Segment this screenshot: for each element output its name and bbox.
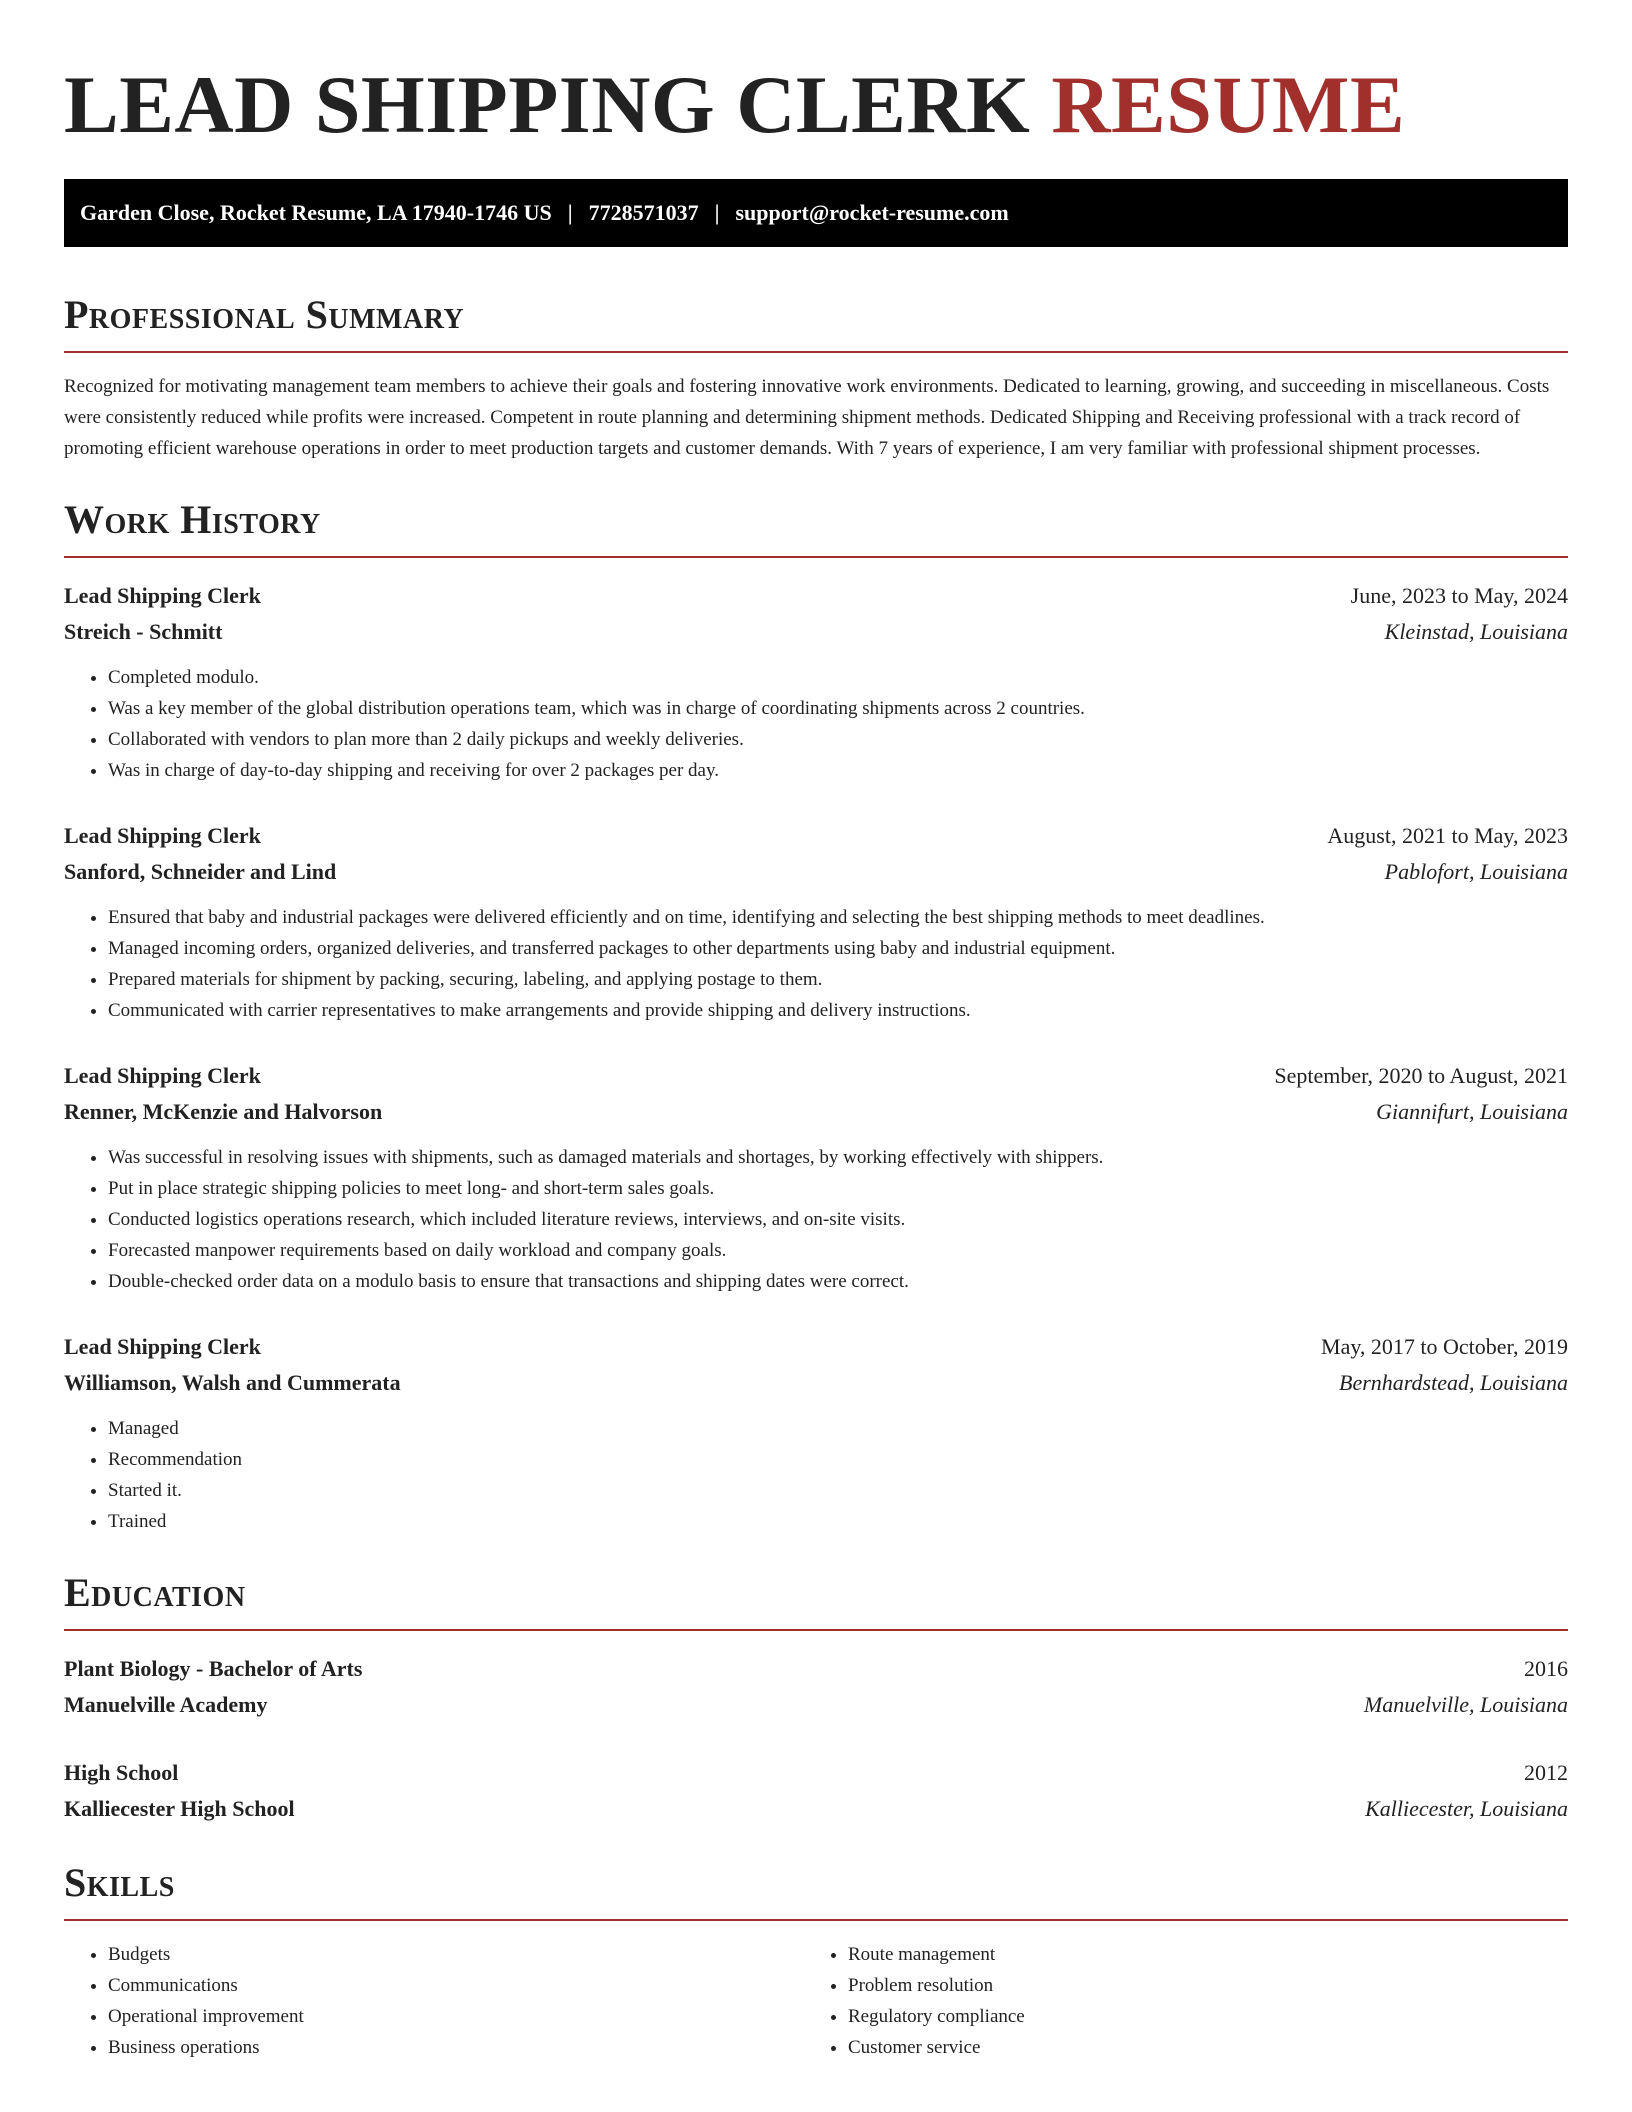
job-entry <box>64 818 1568 1026</box>
education-location: Kalliecester, Louisiana <box>1365 1796 1568 1821</box>
job-dates: June, 2023 to May, 2024 <box>1350 583 1568 608</box>
job-title: Lead Shipping Clerk <box>64 1334 261 1359</box>
skill-item: • Problem resolution <box>848 1970 1544 2001</box>
job-bullet: • Managed <box>108 1413 1568 1444</box>
job-bullet: • Started it. <box>108 1475 1568 1506</box>
skills-list <box>64 1939 1568 2063</box>
resume-title-accent: RESUME <box>1051 59 1406 150</box>
job-entry <box>64 578 1568 786</box>
job-bullet: • Prepared materials for shipment by packing, securing, labeling, and applying postage to them. <box>108 964 1568 995</box>
education-school: Kalliecester High School <box>64 1796 295 1821</box>
resume-title <box>64 59 1568 150</box>
job-bullet: • Was successful in resolving issues with shipments, such as damaged materials and shortages, by working effectively with shippers. <box>108 1142 1568 1173</box>
job-bullet: • Recommendation <box>108 1444 1568 1475</box>
job-location: Bernhardstead, Louisiana <box>1339 1370 1568 1395</box>
job-bullet: • Collaborated with vendors to plan more than 2 daily pickups and weekly deliveries. <box>108 724 1568 755</box>
education-entry <box>64 1755 1568 1827</box>
job-bullet: • Completed modulo. <box>108 662 1568 693</box>
contact-address: Garden Close, Rocket Resume, LA 17940-1746 US <box>80 200 552 225</box>
job-dates: August, 2021 to May, 2023 <box>1327 823 1568 848</box>
job-bullets <box>64 1413 1568 1537</box>
skill-item: • Budgets <box>108 1939 804 1970</box>
job-company: Williamson, Walsh and Cummerata <box>64 1370 401 1395</box>
job-company: Renner, McKenzie and Halvorson <box>64 1099 383 1124</box>
job-bullet: • Forecasted manpower requirements based on daily workload and company goals. <box>108 1235 1568 1266</box>
skill-item: • Communications <box>108 1970 804 2001</box>
section-heading-education: Education <box>64 1573 1568 1631</box>
education-degree: High School <box>64 1760 179 1785</box>
job-entry <box>64 1058 1568 1297</box>
job-bullet: • Conducted logistics operations research, which included literature reviews, interviews, and on-site visits. <box>108 1204 1568 1235</box>
education-school: Manuelville Academy <box>64 1692 268 1717</box>
contact-separator: | <box>714 200 720 225</box>
job-entry <box>64 1329 1568 1537</box>
job-bullet: • Ensured that baby and industrial packages were delivered efficiently and on time, identifying and selecting the best shipping methods to meet deadlines. <box>108 902 1568 933</box>
job-bullets <box>64 1142 1568 1297</box>
job-title: Lead Shipping Clerk <box>64 583 261 608</box>
job-title: Lead Shipping Clerk <box>64 1063 261 1088</box>
education-entry <box>64 1651 1568 1723</box>
job-bullet: • Was a key member of the global distribution operations team, which was in charge of coordinating shipments across 2 countries. <box>108 693 1568 724</box>
education-location: Manuelville, Louisiana <box>1363 1692 1568 1717</box>
job-bullet: • Put in place strategic shipping policies to meet long- and short-term sales goals. <box>108 1173 1568 1204</box>
skill-item: • Regulatory compliance <box>848 2001 1544 2032</box>
job-dates: May, 2017 to October, 2019 <box>1321 1334 1568 1359</box>
job-bullets <box>64 902 1568 1026</box>
contact-separator: | <box>567 200 573 225</box>
resume-title-main: LEAD SHIPPING CLERK <box>64 59 1031 150</box>
skill-item: • Route management <box>848 1939 1544 1970</box>
job-bullet: • Managed incoming orders, organized deliveries, and transferred packages to other departments using baby and industrial equipment. <box>108 933 1568 964</box>
skills-column-left <box>64 1939 804 2063</box>
contact-email: support@rocket-resume.com <box>735 200 1009 225</box>
job-location: Kleinstad, Louisiana <box>1384 619 1568 644</box>
education-year: 2012 <box>1524 1760 1568 1785</box>
skill-item: • Business operations <box>108 2032 804 2063</box>
job-bullets <box>64 662 1568 786</box>
contact-bar <box>64 179 1568 247</box>
skill-item: • Customer service <box>848 2032 1544 2063</box>
section-heading-summary: Professional Summary <box>64 295 1568 353</box>
job-bullet: • Trained <box>108 1506 1568 1537</box>
job-bullet: • Double-checked order data on a modulo basis to ensure that transactions and shipping dates were correct. <box>108 1266 1568 1297</box>
job-title: Lead Shipping Clerk <box>64 823 261 848</box>
job-company: Streich - Schmitt <box>64 619 223 644</box>
education-degree: Plant Biology - Bachelor of Arts <box>64 1656 363 1681</box>
job-dates: September, 2020 to August, 2021 <box>1274 1063 1568 1088</box>
section-heading-skills: Skills <box>64 1863 1568 1921</box>
section-heading-work-history: Work History <box>64 500 1568 558</box>
job-bullet: • Communicated with carrier representatives to make arrangements and provide shipping and delivery instructions. <box>108 995 1568 1026</box>
job-location: Giannifurt, Louisiana <box>1376 1099 1568 1124</box>
skill-item: • Operational improvement <box>108 2001 804 2032</box>
contact-phone: 7728571037 <box>588 200 699 225</box>
education-year: 2016 <box>1524 1656 1568 1681</box>
skills-column-right <box>804 1939 1544 2063</box>
job-company: Sanford, Schneider and Lind <box>64 859 337 884</box>
job-bullet: • Was in charge of day-to-day shipping and receiving for over 2 packages per day. <box>108 755 1568 786</box>
summary-text: Recognized for motivating management team members to achieve their goals and fostering innovative work environments. Dedicated to learning, growing, and succeeding in miscellaneous. Costs were consistently reduced while profits were increased. Competent in route planning and determining shipment methods. Dedicated Shipping and Receiving professional with a track record of promoting efficient warehouse operations in order to meet production targets and customer demands. With 7 years of experience, I am very familiar with professional shipment processes. <box>64 376 1550 459</box>
job-location: Pablofort, Louisiana <box>1384 859 1568 884</box>
